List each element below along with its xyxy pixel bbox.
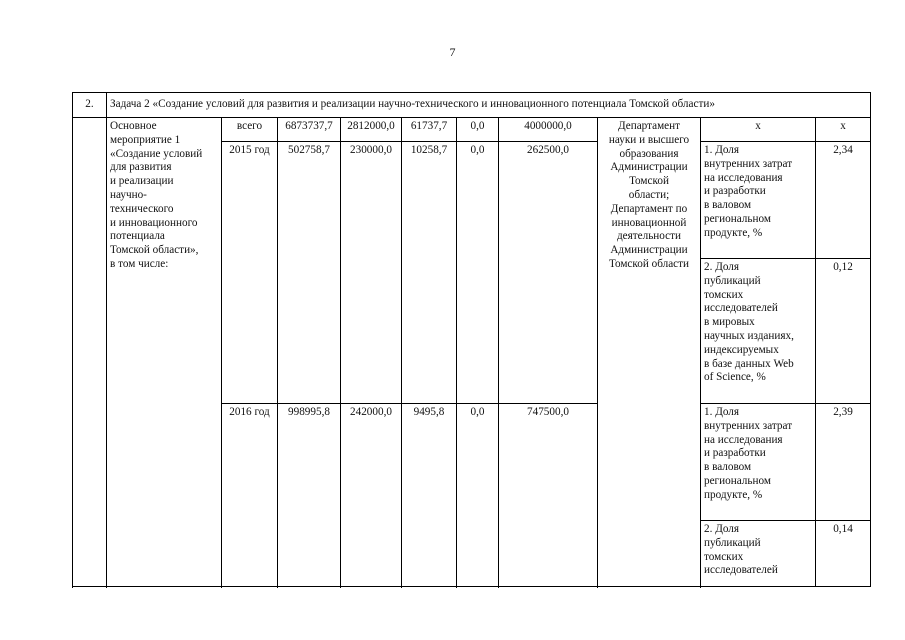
- indicator-line: внутренних затрат: [704, 419, 793, 432]
- task-title: Задача 2 «Создание условий для развития и реализации научно-технического и инновационного потенциала Томской области»: [107, 93, 871, 118]
- indicator-line: региональном: [704, 474, 771, 487]
- executor-cell: [598, 118, 701, 587]
- indicator-line: 1. Доля: [704, 406, 739, 418]
- indicator-cell: [701, 259, 816, 404]
- executor-line: деятельности: [616, 230, 682, 243]
- executor-line: науки и высшего: [608, 133, 690, 146]
- executor-line: Департамент по: [610, 202, 688, 215]
- measure-name: [107, 118, 222, 587]
- executor-line: Томской области: [608, 257, 690, 270]
- program-table: [72, 92, 871, 587]
- extra-budget-cell: 4000000,0: [499, 118, 598, 142]
- local-cell: 0,0: [457, 404, 499, 587]
- measure-name-line: для развития: [110, 161, 172, 174]
- indicator-line: и разработки: [704, 447, 766, 460]
- local-cell: 0,0: [457, 142, 499, 404]
- indicator-line: 2. Доля: [704, 261, 739, 273]
- total-cell: 502758,7: [278, 142, 341, 404]
- measure-name-line: и реализации: [110, 175, 174, 188]
- empty-number-cell: [73, 118, 107, 587]
- indicator-line: индексируемых: [704, 343, 779, 356]
- measure-name-line: мероприятие 1: [110, 133, 181, 146]
- executor-line: области;: [628, 188, 670, 201]
- task-number: 2.: [73, 93, 107, 118]
- regional-cell: 9495,8: [402, 404, 457, 587]
- executor-line: Администрации: [610, 161, 688, 174]
- indicator-line: 2. Доля: [704, 523, 739, 535]
- executor-line: инновационной: [611, 216, 687, 229]
- measure-name-line: Основное: [110, 120, 157, 132]
- indicator-cell: x: [701, 118, 816, 142]
- total-cell: 6873737,7: [278, 118, 341, 142]
- measure-name-line: научно-: [110, 188, 147, 201]
- extra-budget-cell: 747500,0: [499, 404, 598, 587]
- measure-name-line: и инновационного: [110, 216, 198, 229]
- indicator-value-cell: 2,39: [816, 404, 871, 521]
- period-cell: 2015 год: [222, 142, 278, 404]
- indicator-cell: [701, 142, 816, 259]
- regional-cell: 61737,7: [402, 118, 457, 142]
- measure-name-line: «Создание условий: [110, 147, 203, 160]
- indicator-line: исследователей: [704, 302, 778, 315]
- local-cell: 0,0: [457, 118, 499, 142]
- indicator-line: исследователей: [704, 564, 778, 577]
- indicator-cell: [701, 404, 816, 521]
- indicator-line: в мировых: [704, 316, 755, 329]
- table-row-total: [73, 118, 871, 142]
- indicator-value-cell: 0,14: [816, 521, 871, 587]
- task-row: [73, 93, 871, 118]
- measure-name-line: потенциала: [110, 230, 165, 243]
- indicator-line: на исследования: [704, 171, 783, 184]
- indicator-line: 1. Доля: [704, 144, 739, 156]
- executor-line: Администрации: [610, 244, 688, 257]
- measure-name-line: технического: [110, 202, 174, 215]
- indicator-line: томских: [704, 288, 744, 301]
- federal-cell: 230000,0: [341, 142, 402, 404]
- indicator-line: на исследования: [704, 433, 783, 446]
- executor-line: Томской: [629, 175, 669, 188]
- indicator-line: региональном: [704, 212, 771, 225]
- indicator-line: и разработки: [704, 185, 766, 198]
- indicator-line: в базе данных Web: [704, 357, 794, 370]
- extra-budget-cell: 262500,0: [499, 142, 598, 404]
- indicator-line: продукте, %: [704, 226, 763, 239]
- federal-cell: 242000,0: [341, 404, 402, 587]
- indicator-value-cell: x: [816, 118, 871, 142]
- indicator-line: of Science, %: [704, 371, 766, 384]
- measure-name-line: Томской области»,: [110, 244, 199, 257]
- page-number: 7: [449, 45, 456, 59]
- indicator-line: томских: [704, 550, 744, 563]
- indicator-line: в валовом: [704, 461, 752, 474]
- indicator-line: продукте, %: [704, 488, 763, 501]
- indicator-line: публикаций: [704, 536, 761, 549]
- measure-name-line: в том числе:: [110, 257, 169, 270]
- indicator-line: публикаций: [704, 274, 761, 287]
- indicator-line: научных изданиях,: [704, 329, 794, 342]
- indicator-cell: [701, 521, 816, 587]
- indicator-line: внутренних затрат: [704, 157, 793, 170]
- indicator-value-cell: 0,12: [816, 259, 871, 404]
- regional-cell: 10258,7: [402, 142, 457, 404]
- indicator-line: в валовом: [704, 199, 752, 212]
- executor-line: образования: [619, 147, 679, 160]
- federal-cell: 2812000,0: [341, 118, 402, 142]
- period-cell: 2016 год: [222, 404, 278, 587]
- indicator-value-cell: 2,34: [816, 142, 871, 259]
- period-cell: всего: [222, 118, 278, 142]
- total-cell: 998995,8: [278, 404, 341, 587]
- executor-line: Департамент: [617, 120, 681, 132]
